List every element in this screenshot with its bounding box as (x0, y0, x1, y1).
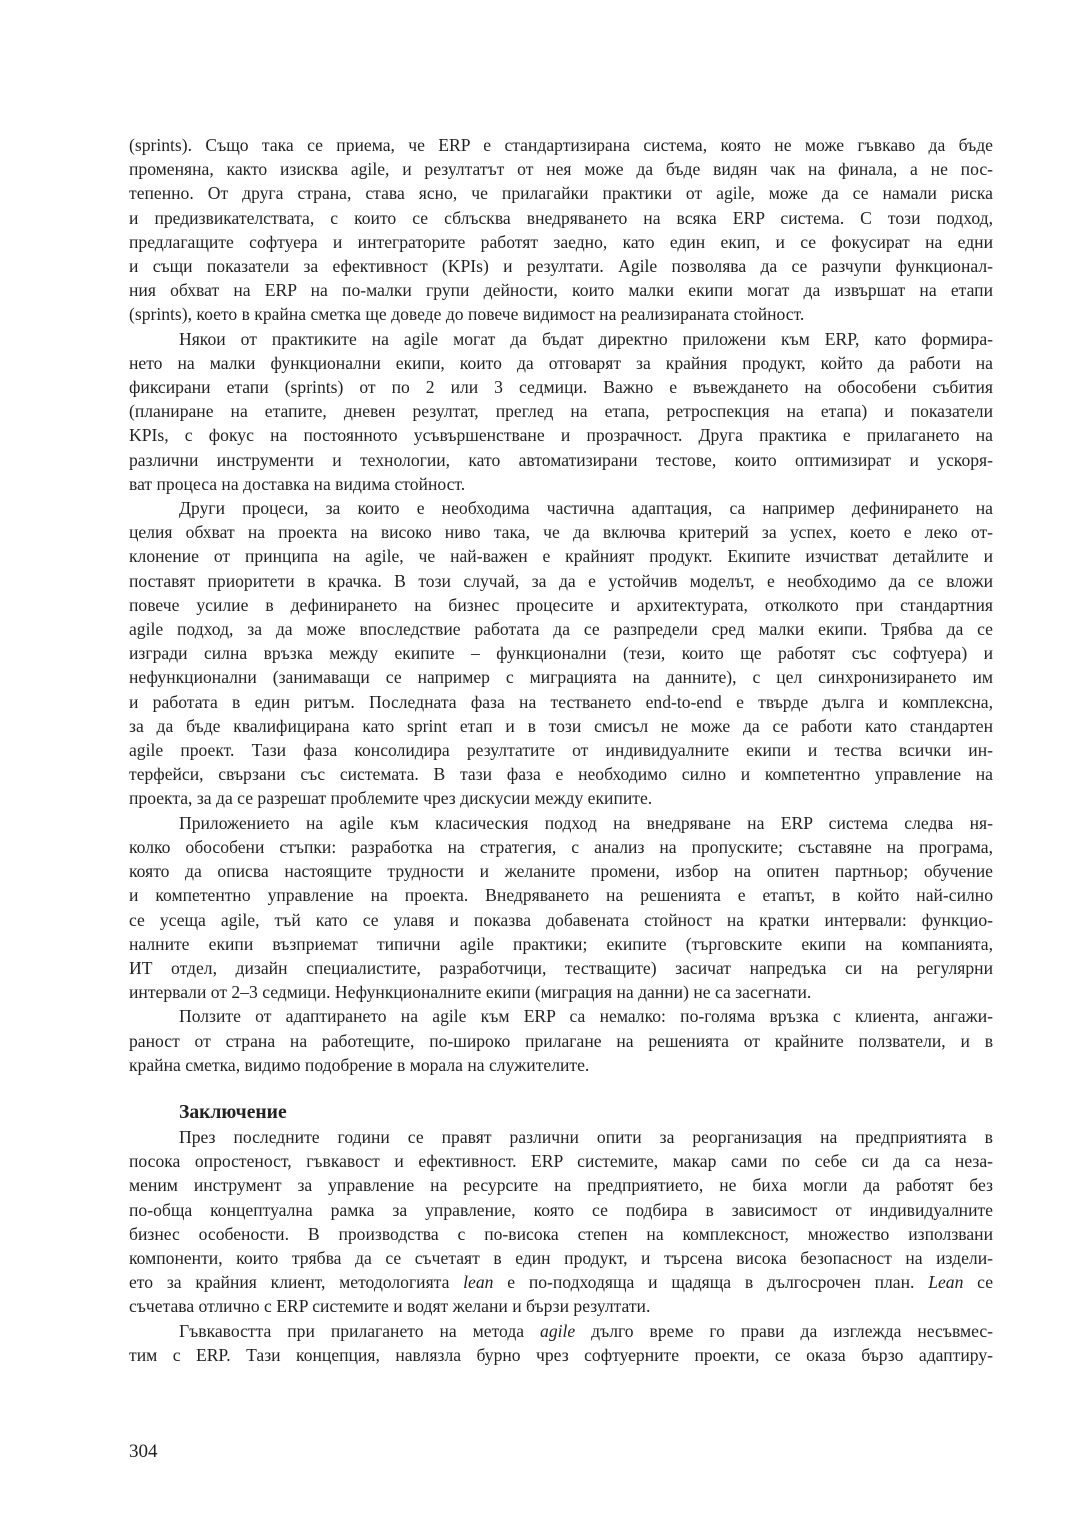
paragraph-5 (129, 1004, 993, 1077)
paragraph-1 (129, 133, 993, 327)
text-line: През последните години се правят различни опити за реорганизация на предприятията в (179, 1126, 993, 1147)
text-line: проекта, за да се разрешат проблемите чрез дискусии между екипите. (129, 788, 653, 809)
text-line: Някои от практиките на agile могат да бъдат директно приложени към ERP, като формира- (179, 328, 993, 349)
text-line: която да описва настоящите трудности и желаните промени, избор на опитен партньор; обучение (129, 861, 993, 882)
text-line: ния обхват на ERP на по-малки групи дейности, които малки екипи могат да извършат на етапи (129, 280, 993, 301)
text-line: крайна сметка, видимо подобрение в морала на служителите. (129, 1054, 590, 1075)
text-line: по-обща концептуална рамка за управление, която се подбира в зависимост от индивидуалните (129, 1199, 993, 1220)
paragraph-2 (129, 327, 993, 496)
text-line: (sprints). Също така се приема, че ERP е стандартизирана система, която не може гъвкаво да бъде (129, 135, 993, 155)
paragraph-6 (129, 1125, 993, 1319)
paragraph-7 (129, 1319, 993, 1367)
paragraph-3 (129, 496, 993, 811)
text-line: (sprints), което в крайна сметка ще доведе до повече видимост на реализираната стойност. (129, 304, 805, 325)
text-line: повече усилие в дефинирането на бизнес процесите и архитектурата, отколкото при стандартния (129, 594, 993, 615)
text-line: Гъвкавостта при прилагането на метода agile дълго време го прави да изглежда несъвмес- (179, 1320, 993, 1341)
paragraph-4 (129, 811, 993, 1005)
text-line: ИТ отдел, дизайн специалистите, разработчици, тестващите) засичат напредъка си на регулярни (129, 957, 993, 978)
text-line: се усеща agile, тъй като се улавя и показва добавената стойност на кратки интервали: функцио- (129, 909, 993, 930)
text-line: предлагащите софтуера и интеграторите работят заедно, като един екип, и се фокусират на едни (129, 231, 993, 252)
text-line: терфейси, свързани със системата. В тази фаза е необходимо силно и компетентно управление на (129, 764, 993, 785)
text-line: и предизвикателствата, с които се сблъсква внедряването на всяка ERP система. С този подход, (129, 207, 993, 228)
text-line: бизнес особености. В производства с по-висока степен на комплексност, множество използвани (129, 1223, 993, 1244)
text-line: клонение от принципа на agile, че най-важен е крайният продукт. Екипите изчистват детайлите и (129, 546, 993, 567)
page-body (129, 133, 993, 1367)
text-line: Ползите от адаптирането на agile към ERP са немалко: по-голяма връзка с клиента, ангажи- (179, 1006, 993, 1027)
text-line: Други процеси, за които е необходима частична адаптация, са например дефинирането на (179, 498, 993, 519)
text-line: колко обособени стъпки: разработка на стратегия, с анализ на пропуските; съставяне на програма, (129, 836, 993, 857)
text-line: нето на малки функционални екипи, които да отговарят за крайния продукт, който да работи на (129, 352, 993, 373)
text-line: agile проект. Тази фаза консолидира резултатите от индивидуалните екипи и тества всички ин- (129, 740, 993, 761)
text-line: ват процеса на доставка на видима стойност. (129, 473, 466, 494)
text-line: изгради силна връзка между екипите – функционални (тези, които ще работят със софтуера) и (129, 643, 993, 664)
text-line: и същи показатели за ефективност (KPIs) и резултати. Agile позволява да се разчупи функционал- (129, 256, 993, 277)
text-line: посока опростеност, гъвкавост и ефективност. ERP системите, макар сами по себе си да са неза- (129, 1151, 993, 1172)
text-line: компоненти, които трябва да се съчетаят в един продукт, и търсена висока безопасност на издели- (129, 1247, 993, 1268)
text-line: тепенно. От друга страна, става ясно, че прилагайки практики от agile, може да се намали риска (129, 183, 993, 204)
text-line: и компетентно управление на проекта. Внедряването на решенията е етапът, в който най-силно (129, 885, 993, 906)
text-line: agile подход, за да може впоследствие работата да се разпредели сред малки екипи. Трябва да се (129, 619, 993, 640)
text-line: съчетава отлично с ERP системите и водят желани и бързи резултати. (129, 1296, 651, 1317)
text-line: раност от страна на работещите, по-широко прилагане на решенията от крайните ползватели, и в (129, 1030, 993, 1051)
page-number: 304 (129, 1441, 158, 1462)
text-line: тим с ERP. Тази концепция, навлязла бурно чрез софтуерните проекти, се оказа бързо адаптиру- (129, 1344, 993, 1365)
text-line: различни инструменти и технологии, като автоматизирани тестове, които оптимизират и ускоря- (129, 449, 993, 470)
section-heading: Заключение (179, 1101, 287, 1123)
text-line: за да бъде квалифицирана като sprint етап и в този смисъл не може да се работи като стандартен (129, 715, 993, 736)
text-line: KPIs, с фокус на постоянното усъвършенстване и прозрачност. Друга практика е прилагането на (129, 425, 993, 446)
text-line: променяна, както изисква agile, и резултатът от нея може да бъде видян чак на финала, а не пос- (129, 159, 993, 180)
text-line: ето за крайния клиент, методологията lean е по-подходяща и щадяща в дългосрочен план. Lean се (129, 1272, 994, 1293)
text-line: поставят приоритети в крачка. В този случай, за да е устойчив моделът, е необходимо да се вложи (129, 570, 993, 591)
text-line: налните екипи възприемат типични agile практики; екипите (търговските екипи на компанията, (129, 933, 993, 954)
text-line: интервали от 2–3 седмици. Нефункционалните екипи (миграция на данни) не са засегнати. (129, 982, 812, 1003)
text-line: целия обхват на проекта на високо ниво така, че да включва критерий за успех, което е леко от- (129, 522, 993, 543)
text-line: меним инструмент за управление на ресурсите на предприятието, не биха могли да работят без (129, 1175, 993, 1196)
text-line: Приложението на agile към класическия подход на внедряване на ERP система следва ня- (179, 812, 993, 833)
text-line: нефункционални (занимаващи се например с миграцията на данните), с цел синхронизирането им (129, 667, 993, 688)
text-line: фиксирани етапи (sprints) от по 2 или 3 седмици. Важно е въвеждането на обособени събития (129, 377, 993, 398)
text-line: (планиране на етапите, дневен резултат, преглед на етапа, ретроспекция на етапа) и показатели (129, 401, 993, 422)
text-line: и работата в един ритъм. Последната фаза на тестването end-to-end е твърде дълга и комплексна, (129, 691, 993, 712)
